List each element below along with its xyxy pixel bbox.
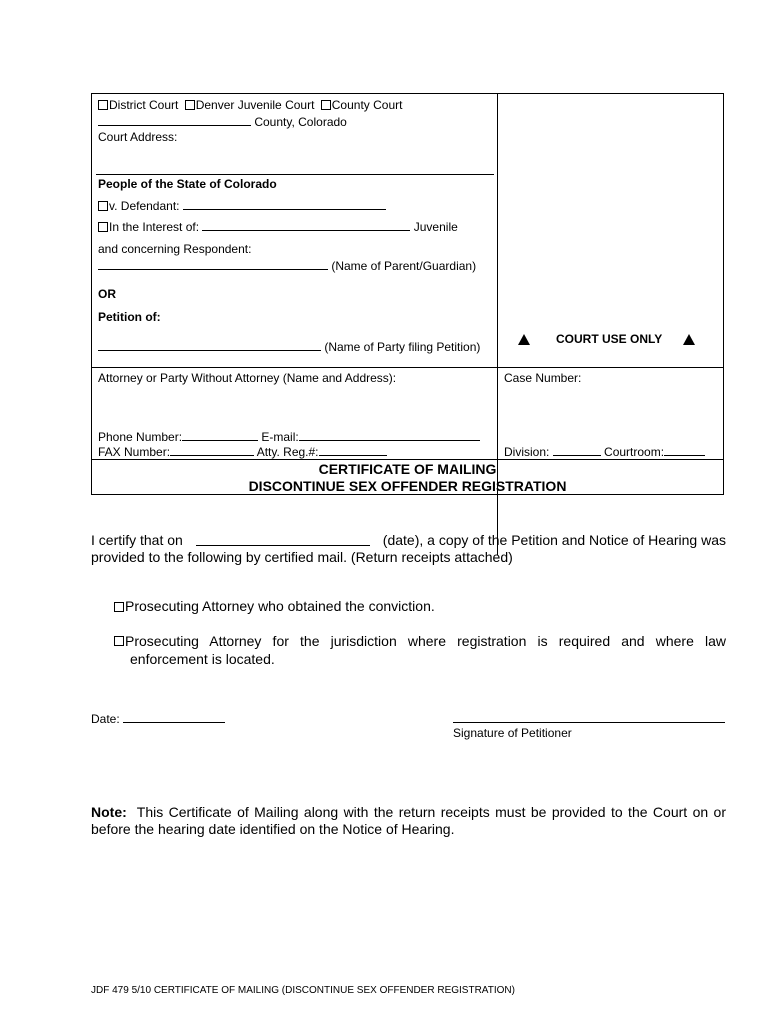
interest-label: In the Interest of: (109, 220, 200, 234)
court-address-rule (96, 174, 494, 175)
option2-label: Prosecuting Attorney for the jurisdiction where registration is required and where law (125, 633, 726, 649)
division-line (504, 444, 705, 459)
defendant-line (98, 198, 386, 213)
petition-of-label: Petition of: (98, 310, 161, 324)
district-court-checkbox[interactable] (98, 100, 108, 110)
certify-start: I certify that on (91, 532, 183, 548)
title-line1: CERTIFICATE OF MAILING (318, 461, 497, 477)
court-selection (98, 98, 402, 112)
district-court-label: District Court (109, 98, 179, 112)
option1-label: Prosecuting Attorney who obtained the conviction. (125, 598, 435, 614)
signature-rule[interactable] (453, 722, 725, 723)
courtroom-label: Courtroom: (604, 445, 665, 459)
county-line (98, 114, 347, 129)
phone-label: Phone Number: (98, 430, 183, 444)
atty-reg-label: Atty. Reg.#: (256, 445, 319, 459)
date-label: Date: (91, 712, 120, 726)
people-label: People of the State of Colorado (98, 177, 277, 191)
juvenile-label: Juvenile (413, 220, 458, 234)
court-use-only: COURT USE ONLY (556, 332, 663, 346)
court-address-label: Court Address: (98, 130, 178, 144)
interest-line (98, 219, 458, 234)
email-label: E-mail: (261, 430, 299, 444)
division-label: Division: (504, 445, 550, 459)
attorney-label: Attorney or Party Without Attorney (Name and Address): (98, 371, 397, 385)
denver-juvenile-court-checkbox[interactable] (185, 100, 195, 110)
fax-blank[interactable] (170, 444, 254, 456)
note-text: This Certificate of Mailing along with the return receipts must be provided to the Court on or (136, 804, 726, 820)
caption-vertical-divider (497, 93, 498, 460)
email-blank[interactable] (299, 429, 480, 441)
note-line2: before the hearing date identified on the Notice of Hearing. (91, 821, 455, 837)
concerning-label: and concerning Respondent: (98, 242, 252, 256)
option2-checkbox[interactable] (114, 636, 124, 646)
defendant-label: v. Defendant: (109, 199, 180, 213)
or-label: OR (98, 287, 116, 301)
fax-line (98, 444, 387, 459)
interest-checkbox[interactable] (98, 222, 108, 232)
division-blank[interactable] (553, 444, 601, 456)
county-suffix: County, Colorado (254, 115, 347, 129)
caption-mid-rule (91, 367, 724, 368)
title-line2: DISCONTINUE SEX OFFENDER REGISTRATION (248, 478, 567, 494)
certify-line2: provided to the following by certified mail. (Return receipts attached) (91, 549, 513, 565)
date-blank[interactable] (123, 711, 225, 723)
footer-text: JDF 479 5/10 CERTIFICATE OF MAILING (DISCONTINUE SEX OFFENDER REGISTRATION) (91, 985, 515, 996)
petitioner-blank[interactable] (98, 339, 321, 351)
signature-label: Signature of Petitioner (453, 726, 572, 740)
atty-reg-blank[interactable] (319, 444, 387, 456)
courtroom-blank[interactable] (664, 444, 705, 456)
caption-title-rule (91, 459, 724, 460)
fax-label: FAX Number: (98, 445, 171, 459)
option2-line1 (114, 633, 726, 649)
note-line1 (91, 804, 726, 820)
triangle-up-icon-left (518, 334, 530, 345)
certify-rest: (date), a copy of the Petition and Notice of Hearing was (382, 532, 726, 548)
option1-checkbox[interactable] (114, 602, 124, 612)
note-label: Note: (91, 804, 127, 820)
interest-blank[interactable] (202, 219, 410, 231)
county-blank[interactable] (98, 114, 251, 126)
denver-juvenile-court-label: Denver Juvenile Court (195, 98, 315, 112)
phone-blank[interactable] (182, 429, 258, 441)
certify-date-blank[interactable] (196, 532, 370, 546)
triangle-up-icon-right (683, 334, 695, 345)
certify-line1 (91, 532, 726, 548)
defendant-checkbox[interactable] (98, 201, 108, 211)
option2-line2: enforcement is located. (130, 651, 275, 667)
parent-note: (Name of Parent/Guardian) (331, 259, 477, 273)
petitioner-line (98, 339, 480, 354)
respondent-blank[interactable] (98, 258, 328, 270)
date-line (91, 711, 225, 726)
case-number-label: Case Number: (504, 371, 582, 385)
defendant-blank[interactable] (183, 198, 386, 210)
county-court-checkbox[interactable] (321, 100, 331, 110)
respondent-line (98, 258, 476, 273)
county-court-label: County Court (331, 98, 403, 112)
option1-line (114, 598, 435, 614)
party-note: (Name of Party filing Petition) (324, 340, 481, 354)
phone-line (98, 429, 480, 444)
